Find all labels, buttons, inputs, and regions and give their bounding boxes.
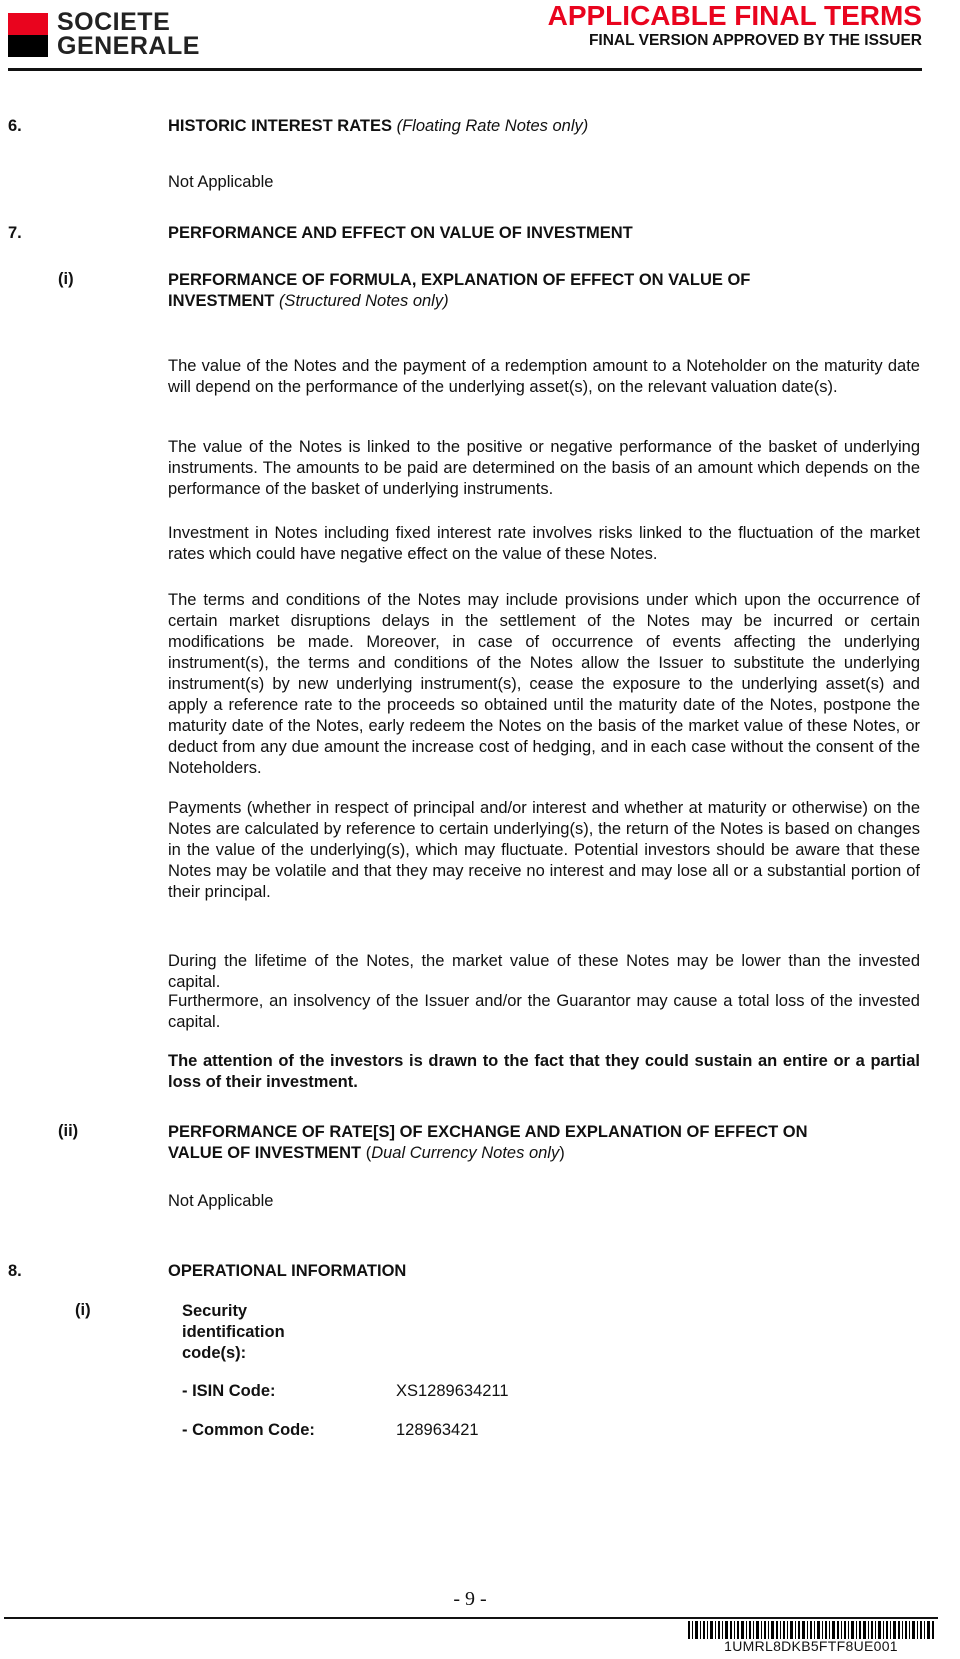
paragraph-3: Investment in Notes including fixed interest rate involves risks linked to the fluctuation of the market rates which could have negative effect on the value of these Notes.: [168, 524, 920, 563]
section-7ii-number: (ii): [58, 1122, 79, 1140]
page-number: - 9 -: [453, 1588, 487, 1610]
isin-value: XS1289634211: [396, 1382, 509, 1400]
section-7ii-paren-close: ): [559, 1144, 565, 1162]
section-8-title: OPERATIONAL INFORMATION: [168, 1262, 407, 1280]
paragraph-6a: During the lifetime of the Notes, the market value of these Notes may be lower than the invested capital.: [168, 952, 920, 991]
logo-line2: GENERALE: [57, 32, 200, 60]
section-6-title-note: (Floating Rate Notes only): [396, 117, 589, 135]
section-7ii-body: Not Applicable: [168, 1192, 274, 1210]
paragraph-2: The value of the Notes is linked to the positive or negative performance of the basket of underlying instruments. The amounts to be paid are determined on the basis of an amount which depends on the performance of the basket of underlying instruments.: [168, 438, 920, 498]
section-6-title: [168, 117, 588, 136]
logo-mark: [8, 13, 48, 57]
paragraph-warning: The attention of the investors is drawn to the fact that they could sustain an entire or a partial loss of their investment.: [168, 1052, 920, 1091]
section-6-body: Not Applicable: [168, 173, 274, 191]
security-id-label-line3: code(s):: [182, 1344, 247, 1362]
isin-label: - ISIN Code:: [182, 1382, 276, 1400]
common-code-label: - Common Code:: [182, 1421, 315, 1439]
section-7i-title-line1: PERFORMANCE OF FORMULA, EXPLANATION OF EFFECT ON VALUE OF: [168, 271, 751, 289]
section-6-number: 6.: [8, 117, 22, 135]
section-7-number: 7.: [8, 224, 22, 242]
section-7ii-title-line2: VALUE OF INVESTMENT: [168, 1144, 362, 1162]
section-8-number: 8.: [8, 1262, 22, 1280]
section-8i-number: (i): [75, 1301, 91, 1319]
section-7-title: PERFORMANCE AND EFFECT ON VALUE OF INVESTMENT: [168, 224, 633, 242]
security-id-label-line1: Security: [182, 1302, 248, 1320]
section-7i-title-note: (Structured Notes only): [278, 292, 449, 310]
section-7ii-title-line1: PERFORMANCE OF RATE[S] OF EXCHANGE AND EXPLANATION OF EFFECT ON: [168, 1123, 808, 1141]
document-code: 1UMRL8DKB5FTF8UE001: [724, 1638, 898, 1654]
footer-divider: [4, 1617, 938, 1619]
section-7ii-title-note: Dual Currency Notes only: [371, 1144, 560, 1162]
common-code-value: 128963421: [396, 1421, 479, 1439]
section-6-title-text: HISTORIC INTEREST RATES: [168, 117, 392, 135]
logo-line1: SOCIETE: [57, 8, 171, 36]
document-subtitle: FINAL VERSION APPROVED BY THE ISSUER: [588, 32, 922, 49]
section-7i-title-line2: INVESTMENT: [168, 292, 275, 310]
paragraph-6b: Furthermore, an insolvency of the Issuer and/or the Guarantor may cause a total loss of the invested capital.: [168, 992, 920, 1031]
paragraph-5: Payments (whether in respect of principal and/or interest and whether at maturity or otherwise) on the Notes are calculated by reference to certain underlying(s), the return of the Notes is based on changes in the value of the underlying(s), which may fluctuate. Potential investors should be aware that these Notes may be volatile and that they may receive no interest and may lose all or a substantial portion of their principal.: [168, 799, 920, 901]
security-id-label-line2: identification: [182, 1323, 285, 1341]
section-7ii-title: [168, 1122, 808, 1164]
security-id-label: [182, 1301, 285, 1364]
barcode-image: [688, 1621, 934, 1639]
logo-wordmark: [57, 10, 200, 58]
document-title: APPLICABLE FINAL TERMS: [547, 0, 922, 31]
section-7i-title: [168, 270, 750, 312]
paragraph-1: The value of the Notes and the payment of a redemption amount to a Noteholder on the maturity date will depend on the performance of the underlying asset(s), on the relevant valuation date(s).: [168, 357, 920, 396]
section-7i-number: (i): [58, 270, 74, 288]
paragraph-4: The terms and conditions of the Notes may include provisions under which upon the occurrence of certain market disruptions delays in the settlement of the Notes may be incurred or certain modifications be made. Moreover, in case of occurrence of events affecting the underlying instrument(s), the terms and conditions of the Notes allow the Issuer to substitute the underlying instrument(s) by new underlying instrument(s), cease the exposure to the underlying asset(s) and apply a reference rate to the proceeds so obtained until the maturity date of the Notes, postpone the maturity date of the Notes, early redeem the Notes on the basis of the market value of these Notes, or deduct from any due amount the increase cost of hedging, and in each case without the consent of the Noteholders.: [168, 591, 920, 777]
section-7ii-paren-open: (: [361, 1144, 372, 1162]
header-divider: [8, 68, 922, 71]
